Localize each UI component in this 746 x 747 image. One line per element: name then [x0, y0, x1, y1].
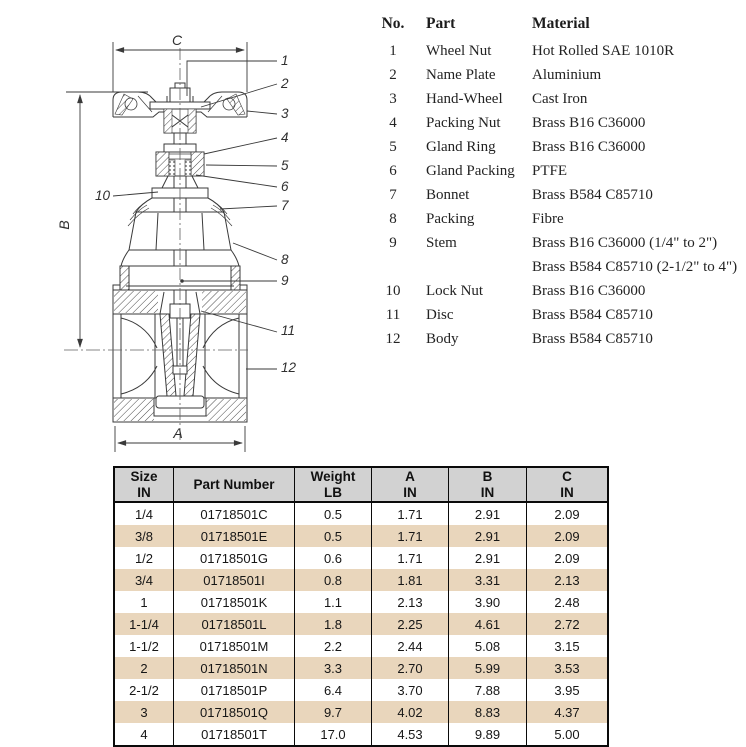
col-header-b: B IN — [449, 468, 527, 501]
cell-weight: 0.5 — [295, 503, 372, 525]
part-material: Brass B584 C85710 — [532, 307, 653, 323]
cell-b: 2.91 — [449, 525, 527, 547]
cell-size: 2-1/2 — [115, 679, 174, 701]
cell-a: 2.25 — [372, 613, 449, 635]
part-name: Bonnet — [426, 187, 470, 203]
cell-b: 4.61 — [449, 613, 527, 635]
cell-b: 9.89 — [449, 723, 527, 745]
cell-size: 1/2 — [115, 547, 174, 569]
cell-b: 2.91 — [449, 547, 527, 569]
cell-part-number: 01718501Q — [174, 701, 295, 723]
cell-size: 4 — [115, 723, 174, 745]
cell-weight: 0.5 — [295, 525, 372, 547]
cell-a: 1.71 — [372, 547, 449, 569]
dim-label-b: B — [56, 220, 72, 230]
cell-b: 5.99 — [449, 657, 527, 679]
spec-row — [115, 613, 607, 635]
cell-c: 2.13 — [554, 572, 580, 588]
callout-11: 11 — [281, 323, 296, 338]
cell-b: 3.31 — [449, 569, 527, 591]
cell-a: 1.71 — [372, 503, 449, 525]
cell-a: 4.53 — [372, 723, 449, 745]
spec-row — [115, 547, 607, 569]
part-no: 5 — [389, 139, 397, 155]
cell-size: 1 — [115, 591, 174, 613]
dim-label-c: C — [171, 32, 183, 48]
parts-row — [378, 303, 744, 327]
part-material: Brass B16 C36000 — [532, 115, 646, 131]
callout-2: 2 — [281, 76, 289, 91]
cell-weight: 6.4 — [295, 679, 372, 701]
part-name: Wheel Nut — [426, 43, 492, 59]
part-name: Stem — [426, 235, 457, 251]
spec-row — [115, 701, 607, 723]
part-name: Body — [426, 331, 459, 347]
part-no: 3 — [389, 91, 397, 107]
part-material: Aluminium — [532, 67, 602, 83]
spec-row — [115, 657, 607, 679]
valve-section-drawing — [18, 14, 322, 460]
callout-12: 12 — [281, 360, 297, 375]
cell-weight: 17.0 — [295, 723, 372, 745]
part-material: Brass B584 C85710 — [532, 187, 653, 203]
parts-row — [378, 39, 744, 63]
part-no: 10 — [385, 283, 401, 299]
cell-size: 3/8 — [115, 525, 174, 547]
parts-row — [378, 159, 744, 183]
cell-b: 7.88 — [449, 679, 527, 701]
callout-1: 1 — [281, 53, 289, 68]
col-header-c: C IN — [560, 469, 574, 500]
cell-b: 5.08 — [449, 635, 527, 657]
cell-part-number: 01718501M — [174, 635, 295, 657]
part-material: Hot Rolled SAE 1010R — [532, 43, 675, 59]
cell-size: 3 — [115, 701, 174, 723]
cell-b: 2.91 — [449, 503, 527, 525]
cell-weight: 1.8 — [295, 613, 372, 635]
part-no: 12 — [385, 331, 401, 347]
cell-size: 3/4 — [115, 569, 174, 591]
col-header-size: Size IN — [115, 468, 174, 501]
parts-header-no: No. — [381, 15, 405, 32]
col-header-part-number: Part Number — [174, 468, 295, 501]
callout-10: 10 — [94, 188, 110, 203]
part-material: Brass B584 C85710 — [532, 331, 653, 347]
cell-part-number: 01718501G — [174, 547, 295, 569]
callout-4: 4 — [281, 130, 289, 145]
part-name: Disc — [426, 307, 454, 323]
cell-part-number: 01718501P — [174, 679, 295, 701]
cell-size: 1/4 — [115, 503, 174, 525]
callout-7: 7 — [281, 198, 289, 213]
callout-6: 6 — [281, 179, 289, 194]
parts-list — [378, 8, 744, 351]
cell-part-number: 01718501I — [174, 569, 295, 591]
parts-list-header — [378, 8, 744, 39]
spec-table — [113, 466, 609, 747]
spec-row — [115, 503, 607, 525]
parts-row — [378, 183, 744, 207]
part-material — [532, 231, 744, 279]
parts-row — [378, 327, 744, 351]
part-no: 1 — [389, 43, 397, 59]
part-no: 2 — [389, 67, 397, 83]
parts-header-material: Material — [532, 15, 590, 32]
cell-part-number: 01718501T — [174, 723, 295, 745]
cell-part-number: 01718501C — [174, 503, 295, 525]
spec-row — [115, 723, 607, 745]
part-no: 4 — [389, 115, 397, 131]
parts-row — [378, 231, 744, 279]
parts-row — [378, 63, 744, 87]
callout-8: 8 — [281, 252, 289, 267]
callout-9: 9 — [281, 273, 289, 288]
part-material: Cast Iron — [532, 91, 588, 107]
part-no: 11 — [385, 307, 401, 323]
cell-part-number: 01718501K — [174, 591, 295, 613]
part-material: Brass B16 C36000 — [532, 283, 646, 299]
part-no: 8 — [389, 211, 397, 227]
part-material: Brass B16 C36000 — [532, 139, 646, 155]
cell-a: 4.02 — [372, 701, 449, 723]
callout-5: 5 — [281, 158, 289, 173]
cell-c: 4.37 — [554, 704, 580, 720]
part-no: 7 — [389, 187, 397, 203]
cell-part-number: 01718501N — [174, 657, 295, 679]
part-material: PTFE — [532, 163, 568, 179]
parts-row — [378, 135, 744, 159]
cell-a: 2.44 — [372, 635, 449, 657]
col-header-weight: Weight LB — [295, 468, 372, 501]
part-name: Hand-Wheel — [426, 91, 503, 107]
part-no: 6 — [389, 163, 397, 179]
spec-row — [115, 591, 607, 613]
cell-c: 3.95 — [554, 682, 580, 698]
cell-c: 2.09 — [554, 528, 580, 544]
cell-weight: 1.1 — [295, 591, 372, 613]
cell-a: 1.81 — [372, 569, 449, 591]
cell-c: 3.53 — [554, 660, 580, 676]
parts-header-part: Part — [426, 15, 456, 32]
cell-size: 1-1/4 — [115, 613, 174, 635]
spec-row — [115, 679, 607, 701]
part-material-line: Brass B584 C85710 (2-1/2" to 4") — [532, 259, 738, 275]
part-name: Packing Nut — [426, 115, 501, 131]
cell-part-number: 01718501E — [174, 525, 295, 547]
cell-size: 1-1/2 — [115, 635, 174, 657]
cell-weight: 3.3 — [295, 657, 372, 679]
spec-row — [115, 569, 607, 591]
cell-b: 3.90 — [449, 591, 527, 613]
parts-row — [378, 87, 744, 111]
cell-a: 3.70 — [372, 679, 449, 701]
cell-c: 3.15 — [554, 638, 580, 654]
col-header-a: A IN — [372, 468, 449, 501]
cell-weight: 9.7 — [295, 701, 372, 723]
dim-label-a: A — [173, 425, 183, 441]
callout-3: 3 — [281, 106, 289, 121]
cell-weight: 0.8 — [295, 569, 372, 591]
part-name: Gland Packing — [426, 163, 515, 179]
part-no: 9 — [389, 235, 397, 251]
cell-c: 2.48 — [554, 594, 580, 610]
cell-weight: 0.6 — [295, 547, 372, 569]
spec-row — [115, 635, 607, 657]
spec-row — [115, 525, 607, 547]
spec-table-header — [115, 468, 607, 503]
parts-row — [378, 207, 744, 231]
cell-a: 2.13 — [372, 591, 449, 613]
cell-c: 2.09 — [554, 506, 580, 522]
cell-a: 2.70 — [372, 657, 449, 679]
cell-part-number: 01718501L — [174, 613, 295, 635]
part-name: Name Plate — [426, 67, 496, 83]
parts-row — [378, 279, 744, 303]
cell-c: 2.09 — [554, 550, 580, 566]
cell-size: 2 — [115, 657, 174, 679]
parts-row — [378, 111, 744, 135]
cell-a: 1.71 — [372, 525, 449, 547]
part-name: Gland Ring — [426, 139, 496, 155]
part-material-line: Brass B16 C36000 (1/4" to 2") — [532, 235, 718, 251]
cell-c: 5.00 — [554, 726, 580, 742]
cell-weight: 2.2 — [295, 635, 372, 657]
part-name: Packing — [426, 211, 475, 227]
cell-b: 8.83 — [449, 701, 527, 723]
part-material: Fibre — [532, 211, 564, 227]
cell-c: 2.72 — [554, 616, 580, 632]
part-name: Lock Nut — [426, 283, 484, 299]
